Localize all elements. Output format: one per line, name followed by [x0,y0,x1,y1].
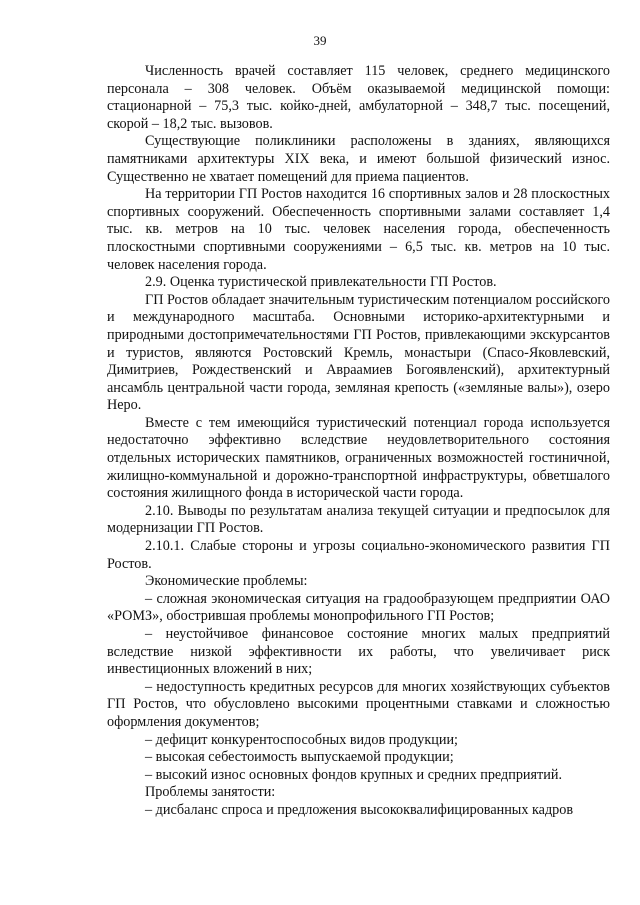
list-item: – высокая себестоимость выпускаемой продукции; [145,749,454,766]
list-item: – сложная экономическая ситуация на градообразующем предприятии ОАО «РОМЗ», обострившая проблемы монопрофильного ГП Ростов; [107,590,610,625]
page-number: 39 [313,33,327,48]
paragraph-sports-facilities: На территории ГП Ростов находится 16 спортивных залов и 28 плоскостных спортивных сооружений. Обеспеченность спортивными залами составляет 1,4 тыс. кв. метров на 10 тыс. человек населения города, обеспеченность плоскостными спортивными сооружениями – 6,5 тыс. кв. метров на 10 тыс. человек населения города. [107,186,610,273]
list-item: – дисбаланс спроса и предложения высококвалифицированных кадров [145,801,574,818]
list-item: – недоступность кредитных ресурсов для многих хозяйствующих субъектов ГП Ростов, что обусловлено высокими процентными ставками и сложностью оформления документов; [107,678,610,730]
paragraph-tourism-potential: ГП Ростов обладает значительным туристическим потенциалом российского и международного масштаба. Основными историко-архитектурными и природными достопримечательностями ГП Ростов, привлекающими экскурсантов и туристов, являются Ростовский Кремль, монастыри (Спасо-Яковлевский, Димитриев, Рождественский и Авраамиев Богоявленский), архитектурный ансамбль центральной части города, земляная крепость («земляные валы»), озеро Неро. [107,291,610,414]
section-heading-conclusions: 2.10. Выводы по результатам анализа текущей ситуации и предпосылок для модернизации ГП Ростов. [107,502,610,537]
list-item: – дефицит конкурентоспособных видов продукции; [145,731,458,748]
list-item: – неустойчивое финансовое состояние многих малых предприятий вследствие низкой эффективности их работы, что увеличивает риск инвестиционных вложений в них; [107,626,610,678]
list-item: – высокий износ основных фондов крупных и средних предприятий. [145,766,562,783]
employment-problems-heading: Проблемы занятости: [145,784,276,801]
section-heading-tourism: 2.9. Оценка туристической привлекательности ГП Ростов. [145,274,497,291]
subsection-heading-weaknesses: 2.10.1. Слабые стороны и угрозы социально-экономического развития ГП Ростов. [107,538,610,572]
economic-problems-heading: Экономические проблемы: [145,573,308,590]
paragraph-medical-staff: Численность врачей составляет 115 человек, среднего медицинского персонала – 308 человек. Объём оказываемой медицинской помощи: стационарной – 75,3 тыс. койко-дней, амбулаторной – 348,7 тыс. посещений, скорой – 18,2 тыс. вызовов. [107,63,610,132]
paragraph-clinics: Существующие поликлиники расположены в зданиях, являющихся памятниками архитектуры XIX века, и имеют большой физический износ. Существенно не хватает помещений для приема пациентов. [107,133,610,185]
document-body [107,63,610,820]
paragraph-tourism-usage: Вместе с тем имеющийся туристический потенциал города используется недостаточно эффективно вследствие неудовлетворительного состояния отдельных исторических памятников, ограниченных возможностей гостиничной, жилищно-коммунальной и дорожно-транспортной инфраструктуры, обветшалого состояния жилищного фонда в исторической части города. [107,414,610,502]
